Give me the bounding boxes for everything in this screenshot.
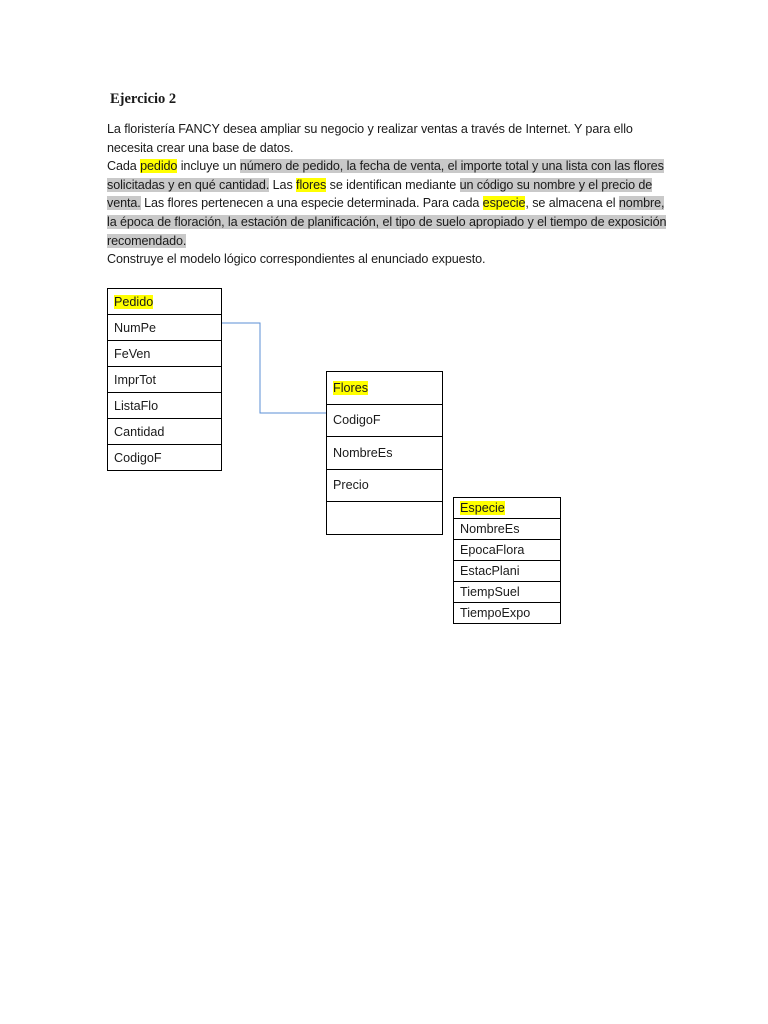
attribute-cell: FeVen <box>108 341 222 367</box>
attribute-cell: NombreEs <box>454 519 561 540</box>
attribute-cell: EpocaFlora <box>454 540 561 561</box>
entity-header-flores <box>327 372 443 405</box>
highlight-pedido: pedido <box>140 159 178 174</box>
statement-text: Las <box>269 177 297 192</box>
statement-paragraph-3: Construye el modelo lógico correspondientes al enunciado expuesto. <box>107 252 486 267</box>
statement-text: incluye un <box>177 159 240 174</box>
highlight-flores: flores <box>296 177 327 192</box>
statement-paragraph-2 <box>107 157 667 250</box>
exercise-title: Ejercicio 2 <box>110 91 177 107</box>
entity-name: Especie <box>460 501 505 515</box>
attribute-cell: ListaFlo <box>108 393 222 419</box>
entity-header-pedido <box>108 289 222 315</box>
attribute-cell: ImprTot <box>108 367 222 393</box>
highlight-pedido-attributes: número de pedido, la fecha de venta, el importe total y una lista con las flores solicitadas y en qué cantidad. <box>107 159 664 192</box>
exercise-statement <box>107 120 667 269</box>
attribute-cell: Cantidad <box>108 419 222 445</box>
attribute-cell: TiempSuel <box>454 582 561 603</box>
attribute-cell-empty <box>327 502 443 535</box>
entity-table-especie <box>453 497 561 624</box>
statement-paragraph-1: La floristería FANCY desea ampliar su negocio y realizar ventas a través de Internet. Y para ello necesita crear una base de datos. <box>107 122 633 155</box>
attribute-cell: TiempoExpo <box>454 603 561 624</box>
attribute-cell: NombreEs <box>327 437 443 470</box>
statement-text: se identifican mediante <box>326 177 460 192</box>
entity-name: Pedido <box>114 294 154 309</box>
highlight-especie-attributes: nombre, la época de floración, la estación de planificación, el tipo de suelo apropiado y el tiempo de exposición recomendado. <box>107 196 667 248</box>
statement-text: Las flores pertenecen a una especie determinada. Para cada <box>140 196 483 211</box>
statement-text: , se almacena el <box>525 196 619 211</box>
entity-table-flores <box>326 371 443 535</box>
entity-header-especie <box>454 498 561 519</box>
attribute-cell: EstacPlani <box>454 561 561 582</box>
highlight-flores-attributes: un código su nombre y el precio de venta. <box>107 177 653 211</box>
attribute-cell: Precio <box>327 469 443 502</box>
attribute-cell: CodigoF <box>108 445 222 471</box>
statement-text: Cada <box>107 159 141 174</box>
connector-line <box>220 323 326 413</box>
entity-name: Flores <box>333 380 368 395</box>
attribute-cell: CodigoF <box>327 404 443 437</box>
highlight-especie: especie <box>482 196 526 211</box>
entity-table-pedido <box>107 288 222 471</box>
attribute-cell: NumPe <box>108 315 222 341</box>
